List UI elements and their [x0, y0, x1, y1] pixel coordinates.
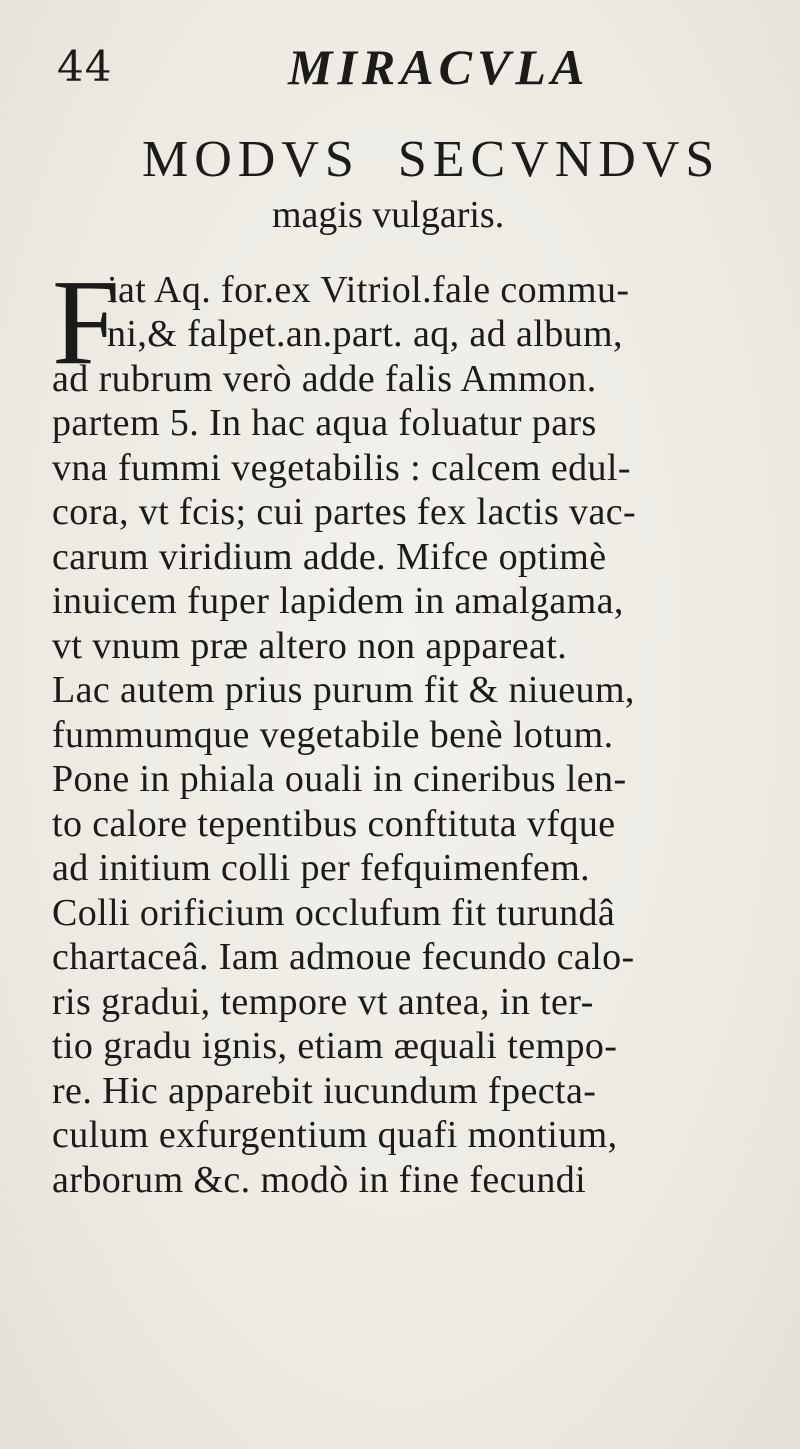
- text-line: ad initium colli per fefquimenfem.: [52, 847, 591, 889]
- text-line: cora, vt fcis; cui partes fex lactis vac-: [52, 491, 637, 533]
- text-line: carum viridium adde. Mifce optimè: [52, 536, 607, 578]
- text-line: iat Aq. for.ex Vitriol.fale commu-: [107, 269, 630, 311]
- section-title: MODVS SECVNDVS: [142, 131, 721, 188]
- text-line: ni,& falpet.an.part. aq, ad album,: [107, 313, 623, 355]
- text-line: culum exfurgentium quafi montium,: [52, 1114, 618, 1156]
- text-line: inuicem fuper lapidem in amalgama,: [52, 580, 624, 622]
- text-line: ris gradui, tempore vt antea, in ter-: [52, 981, 594, 1023]
- text-line: Lac autem prius purum fit & niueum,: [52, 669, 635, 711]
- page-number: 44: [57, 42, 113, 91]
- text-line: tio gradu ignis, etiam æquali tempo-: [52, 1025, 618, 1067]
- drop-cap: F: [52, 255, 120, 390]
- text-line: arborum &c. modò in fine fecundi: [52, 1159, 587, 1201]
- text-line: vna fummi vegetabilis : calcem edul-: [52, 447, 631, 489]
- text-line: partem 5. In hac aqua foluatur pars: [52, 402, 597, 444]
- text-line: chartaceâ. Iam admoue fecundo calo-: [52, 936, 635, 978]
- text-line: vt vnum præ altero non appareat.: [52, 625, 568, 667]
- text-line: re. Hic apparebit iucundum fpecta-: [52, 1070, 597, 1112]
- section-subtitle: magis vulgaris.: [272, 194, 505, 236]
- text-line: Colli orificium occlufum fit turundâ: [52, 892, 616, 934]
- text-line: ad rubrum verò adde falis Ammon.: [52, 358, 597, 400]
- text-line: fummumque vegetabile benè lotum.: [52, 714, 614, 756]
- text-line: Pone in phiala ouali in cineribus len-: [52, 758, 627, 800]
- running-head: MIRACVLA: [288, 39, 590, 95]
- text-line: to calore tepentibus conftituta vfque: [52, 803, 616, 845]
